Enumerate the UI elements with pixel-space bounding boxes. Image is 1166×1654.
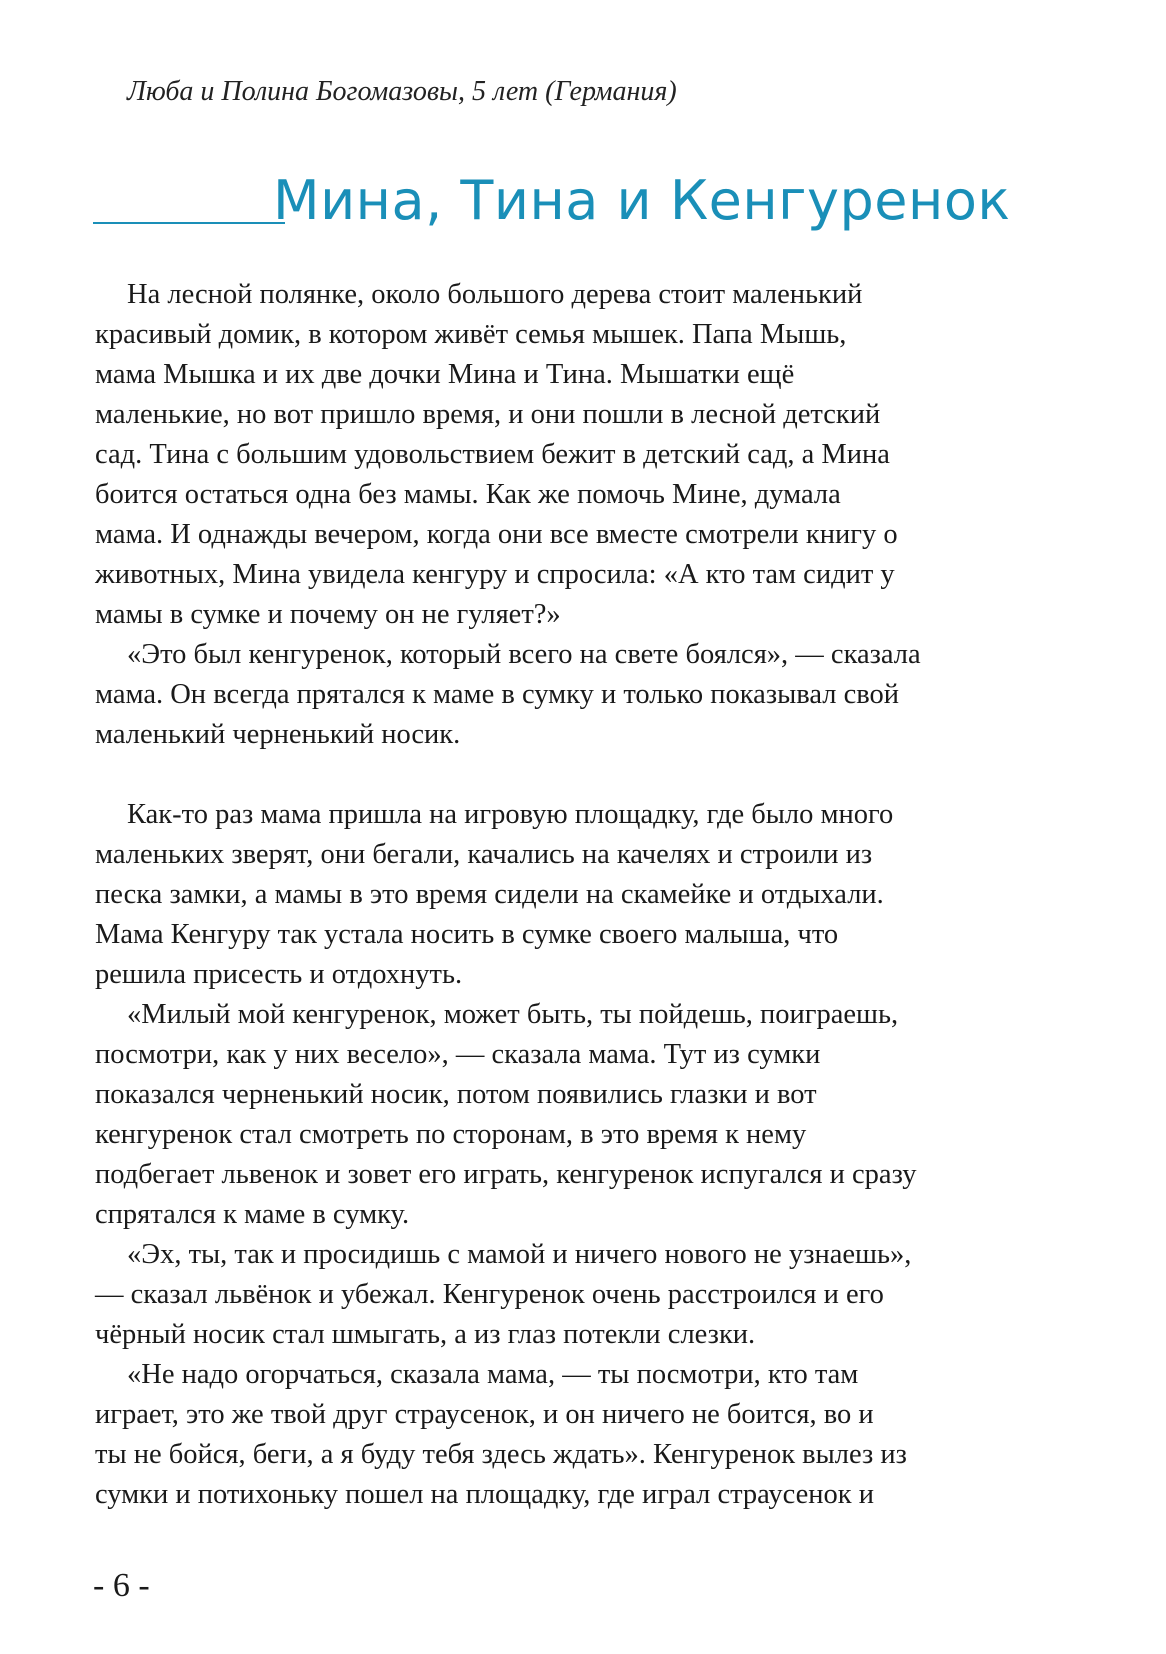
text-line: — сказал львёнок и убежал. Кенгуренок очень расстроился и его [95, 1279, 884, 1310]
text-line: спрятался к маме в сумку. [95, 1199, 410, 1230]
text-line: Мама Кенгуру так устала носить в сумке своего малыша, что [95, 919, 839, 950]
text-line: кенгуренок стал смотреть по сторонам, в это время к нему [95, 1119, 807, 1150]
text-line: показался черненький носик, потом появились глазки и вот [95, 1079, 817, 1110]
text-line: сумки и потихоньку пошел на площадку, где играл страусенок и [95, 1479, 874, 1510]
text-line: маленькие, но вот пришло время, и они пошли в лесной детский [95, 399, 881, 430]
text-line: животных, Мина увидела кенгуру и спросила: «А кто там сидит у [95, 559, 895, 590]
text-line: мама. Он всегда прятался к маме в сумку и только показывал свой [95, 679, 899, 710]
author-credit: Люба и Полина Богомазовы, 5 лет (Германия) [127, 76, 677, 107]
text-line: боится остаться одна без мамы. Как же помочь Мине, думала [95, 479, 841, 510]
text-line: «Эх, ты, так и просидишь с мамой и ничего нового не узнаешь», [127, 1239, 912, 1270]
text-line: подбегает львенок и зовет его играть, кенгуренок испугался и сразу [95, 1159, 917, 1190]
text-line: мамы в сумке и почему он не гуляет?» [95, 599, 561, 630]
paragraph-gap [95, 755, 1095, 795]
title-rule [93, 222, 285, 224]
text-line: сад. Тина с большим удовольствием бежит в детский сад, а Мина [95, 439, 890, 470]
text-line: «Не надо огорчаться, сказала мама, — ты посмотри, кто там [127, 1359, 859, 1390]
text-line: решила присесть и отдохнуть. [95, 959, 463, 990]
story-body [95, 275, 1095, 1515]
text-line: Как-то раз мама пришла на игровую площадку, где было много [127, 799, 894, 830]
text-line: играет, это же твой друг страусенок, и он ничего не боится, во и [95, 1399, 874, 1430]
text-line: ты не бойся, беги, а я буду тебя здесь ждать». Кенгуренок вылез из [95, 1439, 907, 1470]
text-line: песка замки, а мамы в это время сидели на скамейке и отдыхали. [95, 879, 884, 910]
story-title: Мина, Тина и Кенгуренок [273, 169, 1011, 232]
text-line: посмотри, как у них весело», — сказала мама. Тут из сумки [95, 1039, 821, 1070]
text-line: мама. И однажды вечером, когда они все вместе смотрели книгу о [95, 519, 898, 550]
text-line: маленький черненький носик. [95, 719, 461, 750]
text-line: красивый домик, в котором живёт семья мышек. Папа Мышь, [95, 319, 847, 350]
text-line: чёрный носик стал шмыгать, а из глаз потекли слезки. [95, 1319, 756, 1350]
page-number: - 6 - [93, 1567, 150, 1604]
text-line: мама Мышка и их две дочки Мина и Тина. Мышатки ещё [95, 359, 795, 390]
text-line: «Милый мой кенгуренок, может быть, ты пойдешь, поиграешь, [127, 999, 899, 1030]
text-line: На лесной полянке, около большого дерева стоит маленький [127, 279, 863, 310]
text-line: «Это был кенгуренок, который всего на свете боялся», — сказала [127, 639, 921, 670]
text-line: маленьких зверят, они бегали, качались на качелях и строили из [95, 839, 873, 870]
